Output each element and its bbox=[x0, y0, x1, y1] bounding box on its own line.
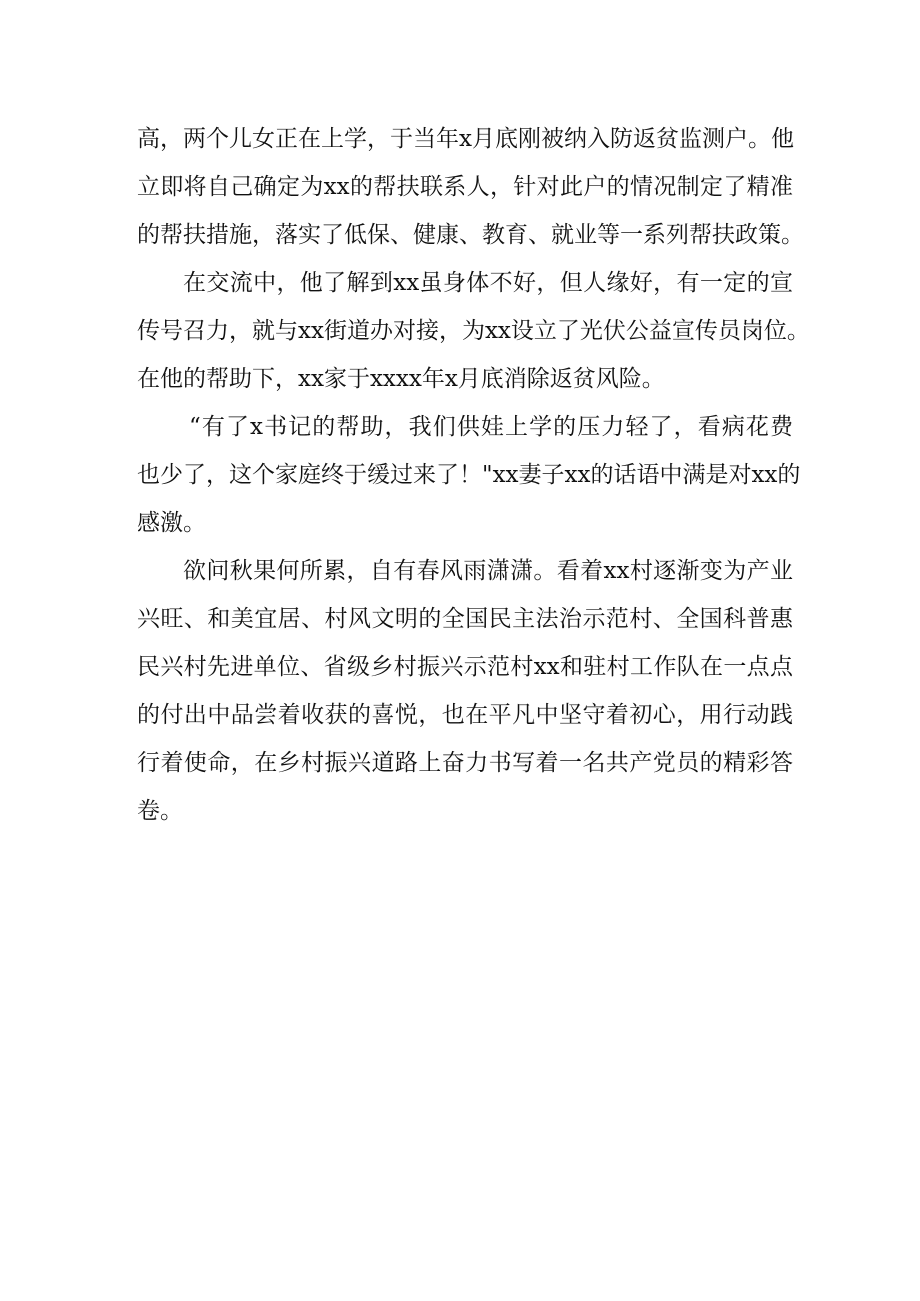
text-line: 行着使命，在乡村振兴道路上奋力书写着一名共产党员的精彩答 bbox=[137, 750, 793, 776]
text-line: 高，两个儿女正在上学，于当年x月底刚被纳入防返贫监测户。他 bbox=[137, 126, 794, 152]
text-line: 民兴村先进单位、省级乡村振兴示范村xx和驻村工作队在一点点 bbox=[137, 654, 793, 680]
text-line: 的帮扶措施，落实了低保、健康、教育、就业等一系列帮扶政策。 bbox=[137, 222, 804, 248]
text-line: “有了x书记的帮助，我们供娃上学的压力轻了，看病花费 bbox=[189, 414, 793, 440]
text-line: 兴旺、和美宜居、村风文明的全国民主法治示范村、全国科普惠 bbox=[137, 606, 793, 632]
text-line: 的付出中品尝着收获的喜悦，也在平凡中坚守着初心，用行动践 bbox=[137, 702, 793, 728]
text-line: 立即将自己确定为xx的帮扶联系人，针对此户的情况制定了精准 bbox=[137, 174, 793, 200]
text-line: 也少了，这个家庭终于缓过来了！"xx妻子xx的话语中满是对xx的 bbox=[137, 462, 801, 488]
paragraph-2 bbox=[137, 259, 810, 403]
text-line: 在他的帮助下，xx家于xxxx年x月底消除返贫风险。 bbox=[137, 366, 665, 392]
text-line: 传号召力，就与xx街道办对接，为xx设立了光伏公益宣传员岗位。 bbox=[137, 318, 810, 344]
text-line: 感激。 bbox=[137, 510, 206, 536]
text-line: 在交流中，他了解到xx虽身体不好，但人缘好，有一定的宣 bbox=[183, 270, 793, 296]
paragraph-4 bbox=[137, 547, 793, 835]
paragraph-3 bbox=[137, 403, 801, 547]
text-line: 卷。 bbox=[137, 798, 183, 824]
paragraph-1 bbox=[137, 115, 804, 259]
document-body bbox=[137, 115, 810, 835]
text-line: 欲问秋果何所累，自有春风雨潇潇。看着xx村逐渐变为产业 bbox=[183, 558, 793, 584]
